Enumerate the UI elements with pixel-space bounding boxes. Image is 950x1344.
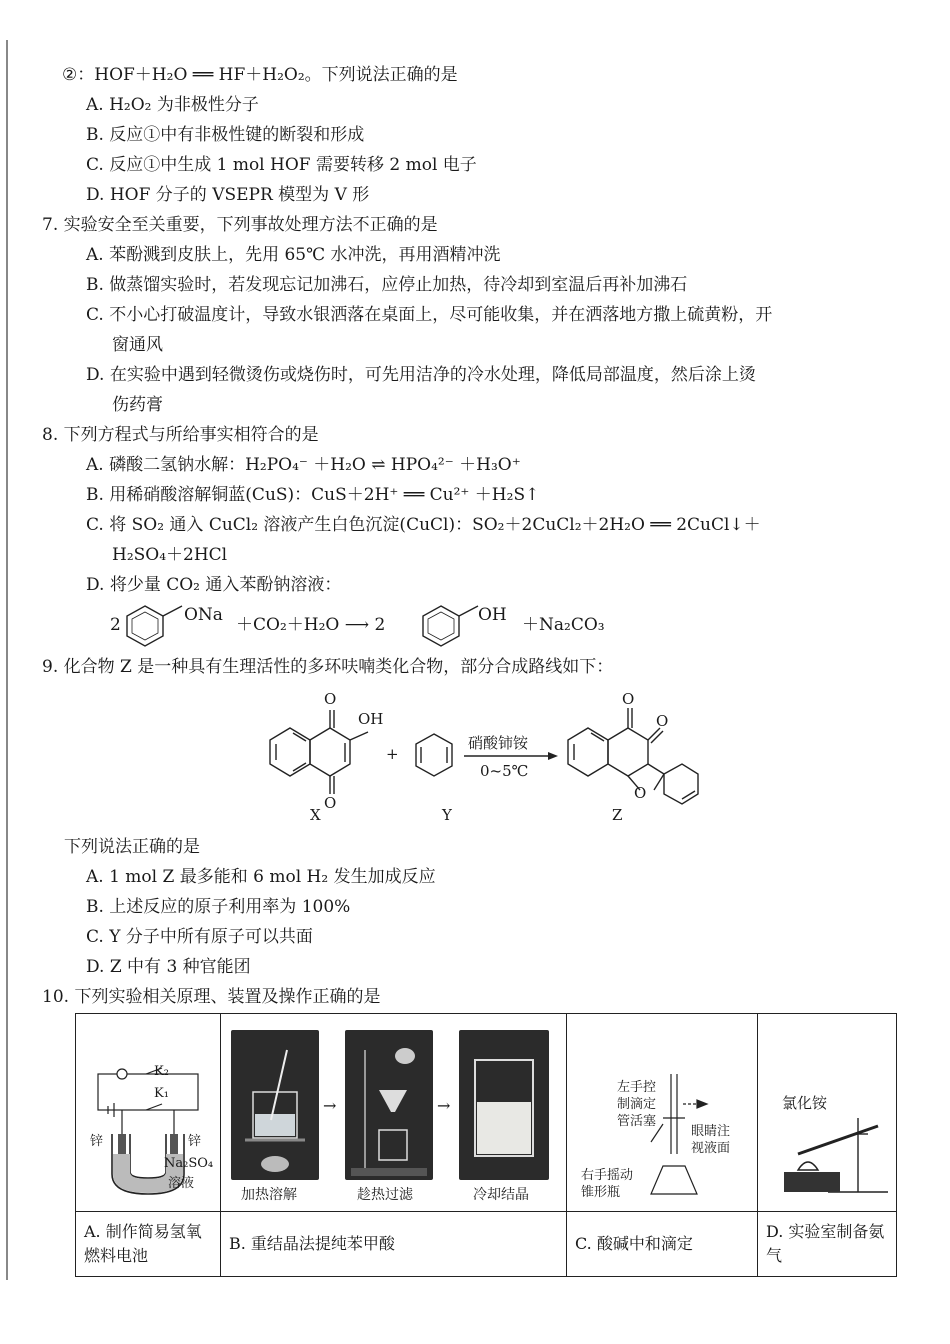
cell-a-caption: A. 制作简易氢氧燃料电池 bbox=[76, 1212, 221, 1277]
benzene-ring-icon bbox=[120, 598, 190, 648]
q7-stem: 7. 实验安全至关重要，下列事故处理方法不正确的是 bbox=[42, 215, 438, 235]
right-hand-label-1: 右手摇动 bbox=[581, 1168, 634, 1183]
q6-stem: ②：HOF＋H₂O ══ HF＋H₂O₂。下列说法正确的是 bbox=[62, 65, 458, 85]
arrow-2-icon: → bbox=[437, 1096, 451, 1115]
step-crystallizing-label: 冷却结晶 bbox=[473, 1187, 529, 1203]
left-hand-label-2: 制滴定 bbox=[617, 1097, 657, 1112]
benzene-ring-icon bbox=[416, 598, 486, 648]
q7-option-a: A. 苯酚溅到皮肤上，先用 65℃ 水冲洗，再用酒精冲洗 bbox=[86, 245, 501, 265]
q8-option-a: A. 磷酸二氢钠水解：H₂PO₄⁻ ＋H₂O ⇌ HPO₄²⁻ ＋H₃O⁺ bbox=[86, 455, 521, 475]
q8-option-c-cont: H₂SO₄＋2HCl bbox=[112, 545, 228, 565]
z-o-2: O bbox=[656, 712, 669, 730]
filter-funnel-icon bbox=[345, 1030, 433, 1180]
eq-middle: ＋CO₂＋H₂O ⟶ 2 bbox=[236, 615, 386, 635]
eye-label-2: 视液面 bbox=[691, 1141, 731, 1156]
q7-option-d: D. 在实验中遇到轻微烫伤或烧伤时，可先用洁净的冷水处理，降低局部温度，然后涂上烫 bbox=[86, 365, 756, 385]
right-hand-label-2: 锥形瓶 bbox=[581, 1185, 621, 1200]
solution-label: Na₂SO₄ bbox=[164, 1156, 214, 1171]
x-o-top: O bbox=[324, 690, 337, 708]
q7-option-d-cont: 伤药膏 bbox=[112, 395, 163, 415]
photo-filtering bbox=[345, 1030, 433, 1180]
q9-option-b: B. 上述反应的原子利用率为 100% bbox=[86, 897, 351, 917]
heating-beaker-icon bbox=[231, 1030, 319, 1180]
z-o-1: O bbox=[622, 690, 635, 708]
k2-label: K₂ bbox=[154, 1064, 169, 1079]
eq-tail: ＋Na₂CO₃ bbox=[522, 615, 605, 635]
zinc-left-label: 锌 bbox=[90, 1134, 104, 1149]
solution-label-2: 溶液 bbox=[168, 1176, 195, 1191]
q8-option-d: D. 将少量 CO₂ 通入苯酚钠溶液： bbox=[86, 575, 342, 595]
q6-option-c: C. 反应①中生成 1 mol HOF 需要转移 2 mol 电子 bbox=[86, 155, 477, 175]
page-edge bbox=[6, 40, 8, 1280]
cell-b-photos bbox=[221, 1014, 567, 1212]
q9-stem: 9. 化合物 Z 是一种具有生理活性的多环呋喃类化合物，部分合成路线如下： bbox=[42, 657, 614, 677]
z-o-3: O bbox=[634, 784, 647, 802]
reagent-label: 硝酸铈铵 bbox=[468, 734, 529, 752]
cell-b-caption: B. 重结晶法提纯苯甲酸 bbox=[221, 1212, 567, 1277]
q9-option-c: C. Y 分子中所有原子可以共面 bbox=[86, 927, 313, 947]
q9-option-d: D. Z 中有 3 种官能团 bbox=[86, 957, 251, 977]
q7-option-c-cont: 窗通风 bbox=[112, 335, 163, 355]
z-label: Z bbox=[612, 806, 623, 824]
eye-label-1: 眼睛注 bbox=[691, 1124, 731, 1139]
cell-c-caption: C. 酸碱中和滴定 bbox=[567, 1212, 758, 1277]
q9-option-a: A. 1 mol Z 最多能和 6 mol H₂ 发生加成反应 bbox=[86, 867, 436, 887]
cooling-beaker-icon bbox=[459, 1030, 549, 1180]
cell-d-diagram bbox=[758, 1014, 897, 1212]
left-hand-label-3: 管活塞 bbox=[617, 1114, 657, 1129]
zinc-right-label: 锌 bbox=[188, 1134, 202, 1149]
q10-options-table bbox=[75, 1013, 897, 1277]
left-hand-label-1: 左手控 bbox=[617, 1080, 657, 1095]
condition-label: 0~5℃ bbox=[480, 762, 529, 780]
eq-group-oh: OH bbox=[478, 605, 507, 625]
q10-stem: 10. 下列实验相关原理、装置及操作正确的是 bbox=[42, 987, 381, 1007]
arrow-1-icon: → bbox=[323, 1096, 337, 1115]
plus-sign: + bbox=[386, 745, 399, 763]
q8-stem: 8. 下列方程式与所给事实相符合的是 bbox=[42, 425, 319, 445]
x-label: X bbox=[310, 806, 321, 824]
x-oh: OH bbox=[358, 710, 384, 728]
photo-heating bbox=[231, 1030, 319, 1180]
y-label: Y bbox=[442, 806, 452, 824]
photo-crystallizing bbox=[459, 1030, 549, 1180]
q6-option-b: B. 反应①中有非极性键的断裂和形成 bbox=[86, 125, 365, 145]
q7-option-c: C. 不小心打破温度计，导致水银洒落在桌面上，尽可能收集，并在洒落地方撒上硫黄粉，开 bbox=[86, 305, 773, 325]
x-o-bottom: O bbox=[324, 794, 337, 812]
q7-option-b: B. 做蒸馏实验时，若发现忘记加沸石，应停止加热，待冷却到室温后再补加沸石 bbox=[86, 275, 688, 295]
q6-option-d: D. HOF 分子的 VSEPR 模型为 V 形 bbox=[86, 185, 370, 205]
q9-sub-stem: 下列说法正确的是 bbox=[64, 837, 200, 857]
k1-label: K₁ bbox=[154, 1086, 169, 1101]
step-heating-label: 加热溶解 bbox=[241, 1187, 297, 1203]
cell-d-caption: D. 实验室制备氨气 bbox=[758, 1212, 897, 1277]
q8-option-b: B. 用稀硝酸溶解铜蓝(CuS)：CuS＋2H⁺ ══ Cu²⁺ ＋H₂S↑ bbox=[86, 485, 540, 505]
cell-a-diagram bbox=[76, 1014, 221, 1212]
step-filtering-label: 趁热过滤 bbox=[357, 1187, 413, 1203]
eq-coef-1: 2 bbox=[110, 615, 121, 635]
q6-option-a: A. H₂O₂ 为非极性分子 bbox=[86, 95, 259, 115]
ammonium-chloride-label: 氯化铵 bbox=[782, 1094, 828, 1112]
q8-option-c: C. 将 SO₂ 通入 CuCl₂ 溶液产生白色沉淀(CuCl)：SO₂＋2CuCl₂＋2H₂O ══ 2CuCl↓＋ bbox=[86, 515, 761, 535]
ammonia-apparatus-diagram bbox=[768, 1110, 898, 1200]
cell-c-diagram bbox=[567, 1014, 758, 1212]
eq-group-ona: ONa bbox=[184, 605, 223, 625]
